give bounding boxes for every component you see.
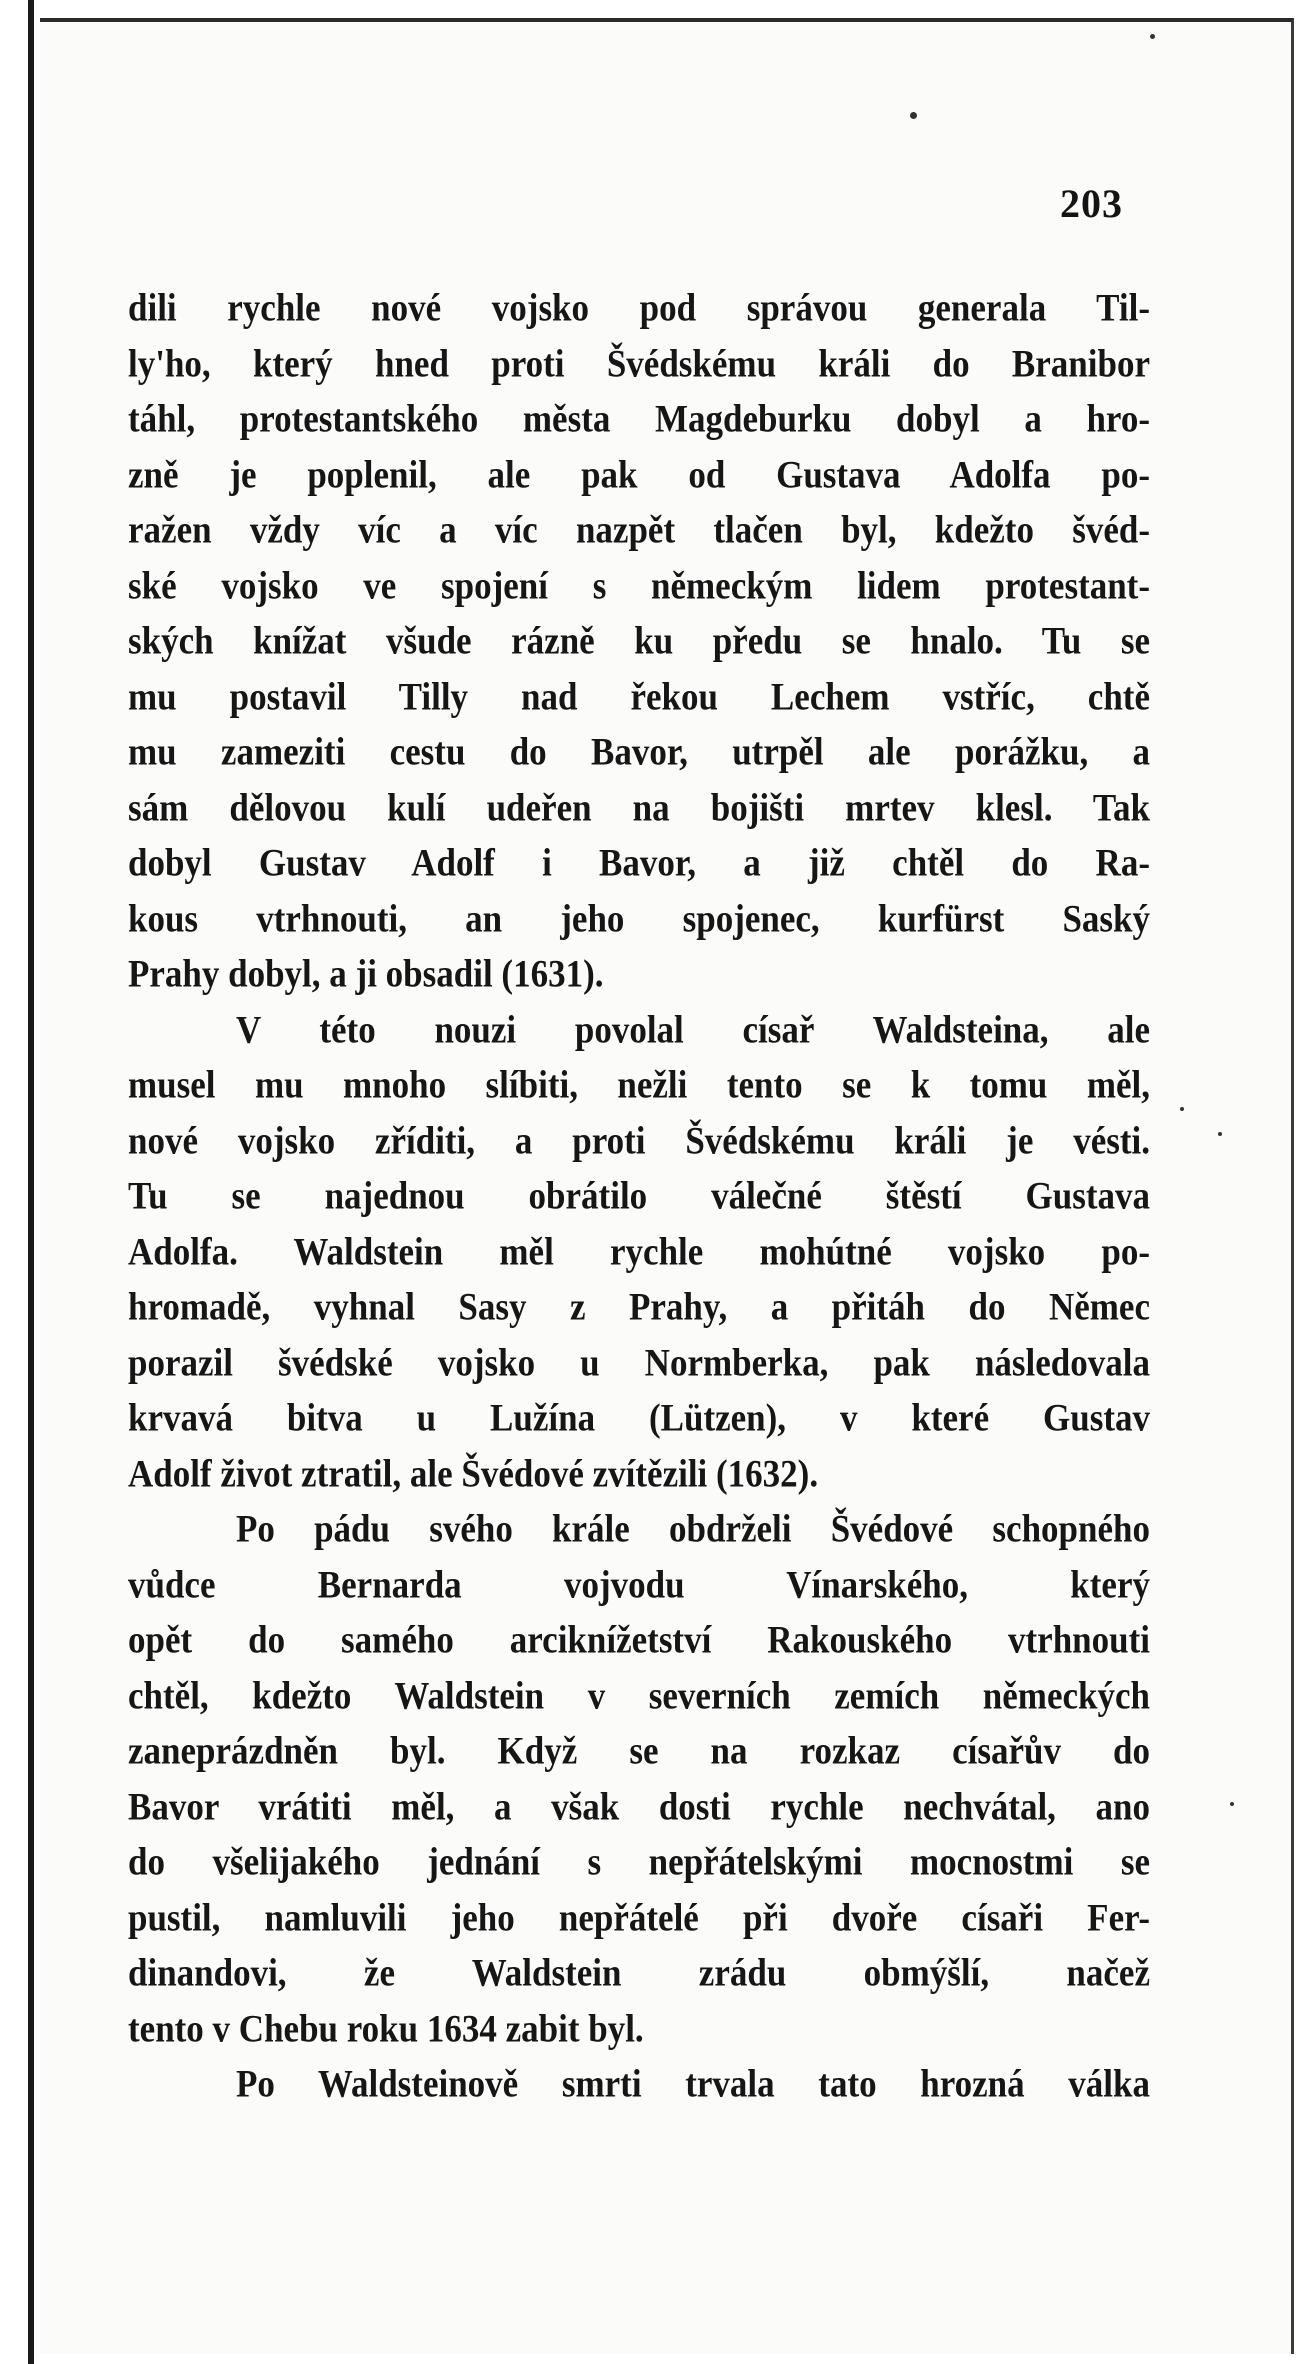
text-line: mu zameziti cestu do Bavor, utrpěl ale porážku, a <box>128 729 1150 774</box>
text-line: hromadě, vyhnal Sasy z Prahy, a přitáh do Němec <box>128 1284 1150 1329</box>
scan-left-margin <box>0 0 34 2364</box>
text-line: tento v Chebu roku 1634 zabit byl. <box>128 2006 644 2050</box>
text-line: nové vojsko zříditi, a proti Švédskému králi je vésti. <box>128 1118 1150 1162</box>
page-number: 203 <box>1060 181 1123 226</box>
text-line: sám dělovou kulí udeřen na bojišti mrtev klesl. Tak <box>128 785 1150 829</box>
text-line: Prahy dobyl, a ji obsadil (1631). <box>128 951 604 996</box>
text-line: Adolf život ztratil, ale Švédové zvítězili (1632). <box>128 1451 819 1495</box>
text-line: zně je poplenil, ale pak od Gustava Adolfa po- <box>128 452 1150 496</box>
text-line: ské vojsko ve spojení s německým lidem protestant- <box>128 563 1150 607</box>
text-line: kous vtrhnouti, an jeho spojenec, kurfürst Saský <box>128 896 1150 940</box>
text-line: mu postavil Tilly nad řekou Lechem vstříc, chtě <box>128 674 1150 718</box>
scan-speck <box>1230 1802 1234 1806</box>
text-line: táhl, protestantského města Magdeburku dobyl a hro- <box>128 396 1150 441</box>
scan-speck <box>1180 1107 1184 1111</box>
text-line: musel mu mnoho slíbiti, nežli tento se k tomu měl, <box>128 1062 1150 1107</box>
body-text <box>128 280 1150 2112</box>
text-line: Po pádu svého krále obdrželi Švédové schopného <box>236 1506 1150 1551</box>
text-line: pustil, namluvili jeho nepřátelé při dvoře císaři Fer- <box>128 1895 1150 1939</box>
text-line: do všelijakého jednání s nepřátelskými mocnostmi se <box>128 1839 1150 1884</box>
text-line: Bavor vrátiti měl, a však dosti rychle nechvátal, ano <box>128 1784 1150 1828</box>
text-line: Adolfa. Waldstein měl rychle mohútné vojsko po- <box>128 1229 1150 1273</box>
text-line: opět do samého arciknížetství Rakouského vtrhnouti <box>128 1617 1150 1662</box>
scan-speck <box>1150 34 1155 39</box>
text-line: ražen vždy víc a víc nazpět tlačen byl, kdežto švéd- <box>128 507 1150 552</box>
scan-speck <box>1218 1132 1222 1136</box>
text-line: porazil švédské vojsko u Normberka, pak následovala <box>128 1340 1150 1384</box>
scan-speck <box>910 112 917 119</box>
text-line: ly'ho, který hned proti Švédskému králi do Branibor <box>128 341 1150 385</box>
text-line: Po Waldsteinově smrti trvala tato hrozná válka <box>236 2061 1150 2106</box>
text-line: krvavá bitva u Lužína (Lützen), v které Gustav <box>128 1395 1150 1440</box>
text-line: Tu se najednou obrátilo válečné štěstí Gustava <box>128 1173 1150 1218</box>
text-line: V této nouzi povolal císař Waldsteina, ale <box>236 1007 1150 1051</box>
text-line: dili rychle nové vojsko pod správou generala Til- <box>128 285 1150 330</box>
book-page <box>40 18 1294 2354</box>
text-line: zaneprázdněn byl. Když se na rozkaz císařův do <box>128 1728 1150 1773</box>
text-line: dinandovi, že Waldstein zrádu obmýšlí, načež <box>128 1950 1150 1995</box>
text-line: vůdce Bernarda vojvodu Vínarského, který <box>128 1562 1150 1606</box>
text-line: chtěl, kdežto Waldstein v severních zemích německých <box>128 1673 1150 1717</box>
text-line: dobyl Gustav Adolf i Bavor, a již chtěl do Ra- <box>128 840 1150 885</box>
text-line: ských knížat všude rázně ku předu se hnalo. Tu se <box>128 618 1150 663</box>
